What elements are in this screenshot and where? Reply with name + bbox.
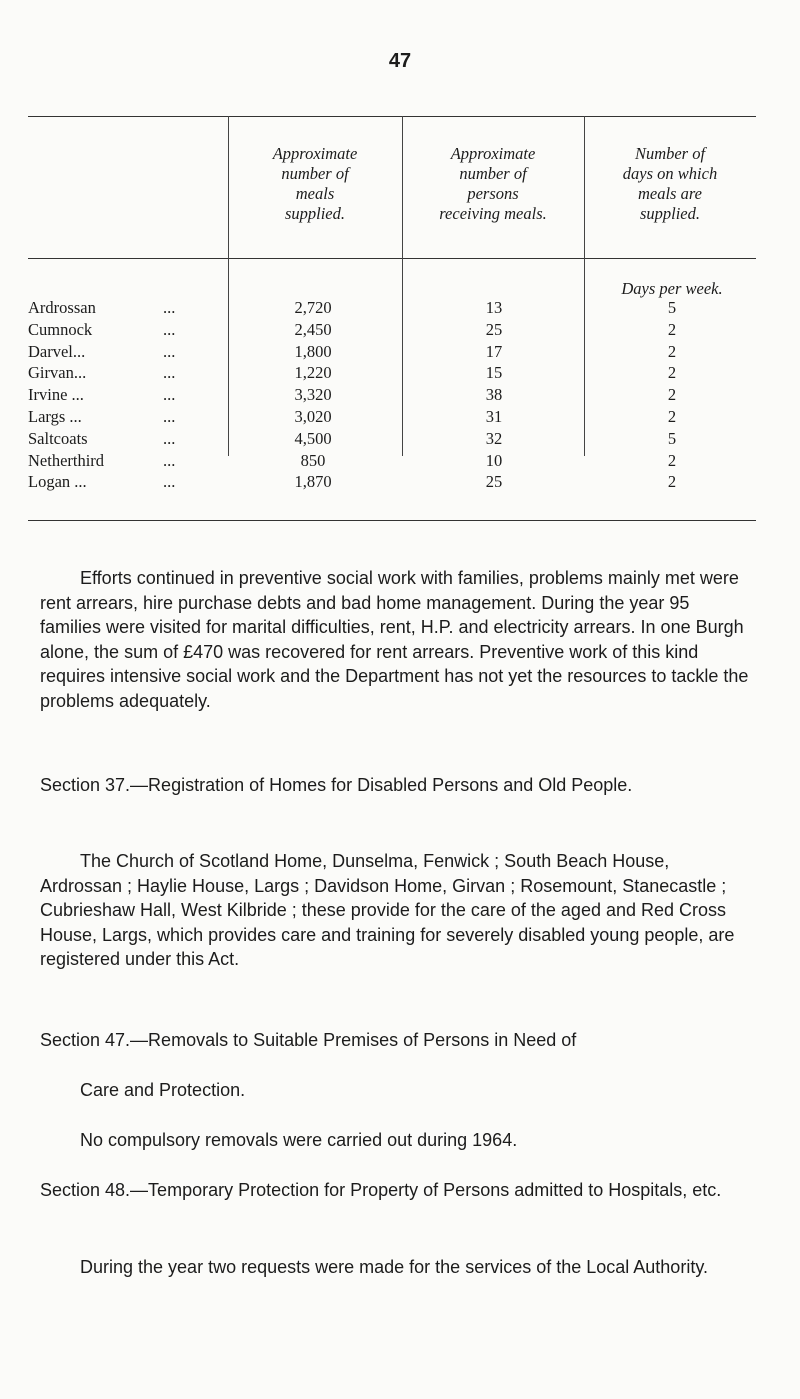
header-days-supplied: Number of days on which meals are supplied. — [622, 144, 718, 223]
persons-cell: 25 — [485, 472, 503, 492]
persons-cell: 10 — [485, 450, 503, 470]
meals-cell: 4,500 — [294, 428, 332, 448]
place-cell: Cumnock — [28, 319, 93, 339]
table-row — [28, 385, 756, 406]
meals-cell: 2,720 — [294, 298, 332, 317]
leader-dots: ... — [163, 472, 176, 492]
place-cell: Logan ... — [28, 472, 87, 492]
section-37-body: The Church of Scotland Home, Dunselma, Fenwick ; South Beach House, Ardrossan ; Haylie House, Largs ; Davidson Home, Girvan ; Rosemount, Stanecastle ; Cubrieshaw Hall, West Kilbride ; these provide for the care of the aged and Red Cross House, Largs, which provides care and training for severely disabled young people, are registered under this Act. — [40, 851, 735, 969]
days-cell: 2 — [667, 450, 677, 470]
place-cell: Netherthird — [28, 450, 105, 470]
meals-cell: 850 — [300, 450, 326, 470]
meals-cell: 1,870 — [294, 472, 332, 492]
table-bottom-rule — [28, 520, 756, 521]
days-cell: 2 — [667, 363, 677, 383]
days-cell: 5 — [667, 428, 677, 448]
table-row — [28, 320, 756, 341]
place-cell: Girvan... — [28, 363, 87, 383]
table-row — [28, 363, 756, 384]
table-row — [28, 342, 756, 363]
section-48-body: During the year two requests were made for the services of the Local Authority. — [80, 1257, 708, 1277]
leader-dots: ... — [163, 450, 176, 470]
table-header-rule — [28, 258, 756, 259]
table-row — [28, 472, 756, 493]
place-cell: Darvel... — [28, 341, 86, 361]
days-cell: 2 — [667, 407, 677, 426]
place-cell: Largs ... — [28, 407, 82, 426]
place-cell: Irvine ... — [28, 385, 84, 405]
days-cell: 2 — [667, 319, 677, 339]
persons-cell: 17 — [485, 341, 503, 361]
persons-cell: 32 — [485, 428, 503, 448]
persons-cell: 38 — [485, 385, 503, 405]
efforts-paragraph: Efforts continued in preventive social work with families, problems mainly met were rent arrears, hire purchase debts and bad home management. During the year 95 families were visited for marital difficulties, rent, H.P. and electricity arrears. In one Burgh alone, the sum of £470 was recovered for rent arrears. Preventive work of this kind requires intensive social work and the Department has not yet the resources to tackle the problems adequately. — [40, 568, 749, 711]
section-48-heading: Section 48.—Temporary Protection for Property of Persons admitted to Hospitals, etc. — [40, 1180, 722, 1200]
meals-table — [28, 116, 756, 520]
section-47-heading-line2: Care and Protection. — [80, 1080, 246, 1100]
table-row — [28, 429, 756, 450]
table-row — [28, 407, 756, 428]
days-cell: 5 — [667, 298, 677, 317]
meals-cell: 1,220 — [294, 363, 332, 383]
table-top-rule — [28, 116, 756, 117]
page-number: 47 — [388, 50, 412, 72]
persons-cell: 13 — [485, 298, 503, 317]
place-cell: Saltcoats — [28, 428, 88, 448]
leader-dots: ... — [163, 385, 176, 405]
persons-cell: 15 — [485, 363, 503, 383]
leader-dots: ... — [163, 341, 176, 361]
persons-cell: 25 — [485, 319, 503, 339]
meals-cell: 1,800 — [294, 341, 332, 361]
header-meals-supplied: Approximate number of meals supplied. — [272, 144, 358, 223]
leader-dots: ... — [163, 298, 176, 317]
days-cell: 2 — [667, 472, 677, 492]
meals-cell: 3,020 — [294, 407, 332, 426]
table-row — [28, 451, 756, 472]
header-persons-receiving: Approximate number of persons receiving meals. — [439, 144, 547, 223]
days-cell: 2 — [667, 385, 677, 405]
days-cell: 2 — [667, 341, 677, 361]
section-37-heading: Section 37.—Registration of Homes for Disabled Persons and Old People. — [40, 775, 633, 795]
table-row — [28, 298, 756, 319]
section-47-heading-line1: Section 47.—Removals to Suitable Premises of Persons in Need of — [40, 1030, 577, 1050]
meals-cell: 2,450 — [294, 319, 332, 339]
leader-dots: ... — [163, 407, 176, 426]
section-47-body: No compulsory removals were carried out during 1964. — [80, 1130, 518, 1150]
days-per-week-label: Days per week. — [621, 279, 723, 298]
leader-dots: ... — [163, 363, 176, 383]
meals-cell: 3,320 — [294, 385, 332, 405]
persons-cell: 31 — [485, 407, 503, 426]
leader-dots: ... — [163, 428, 176, 448]
leader-dots: ... — [163, 319, 176, 339]
place-cell: Ardrossan — [28, 298, 96, 317]
